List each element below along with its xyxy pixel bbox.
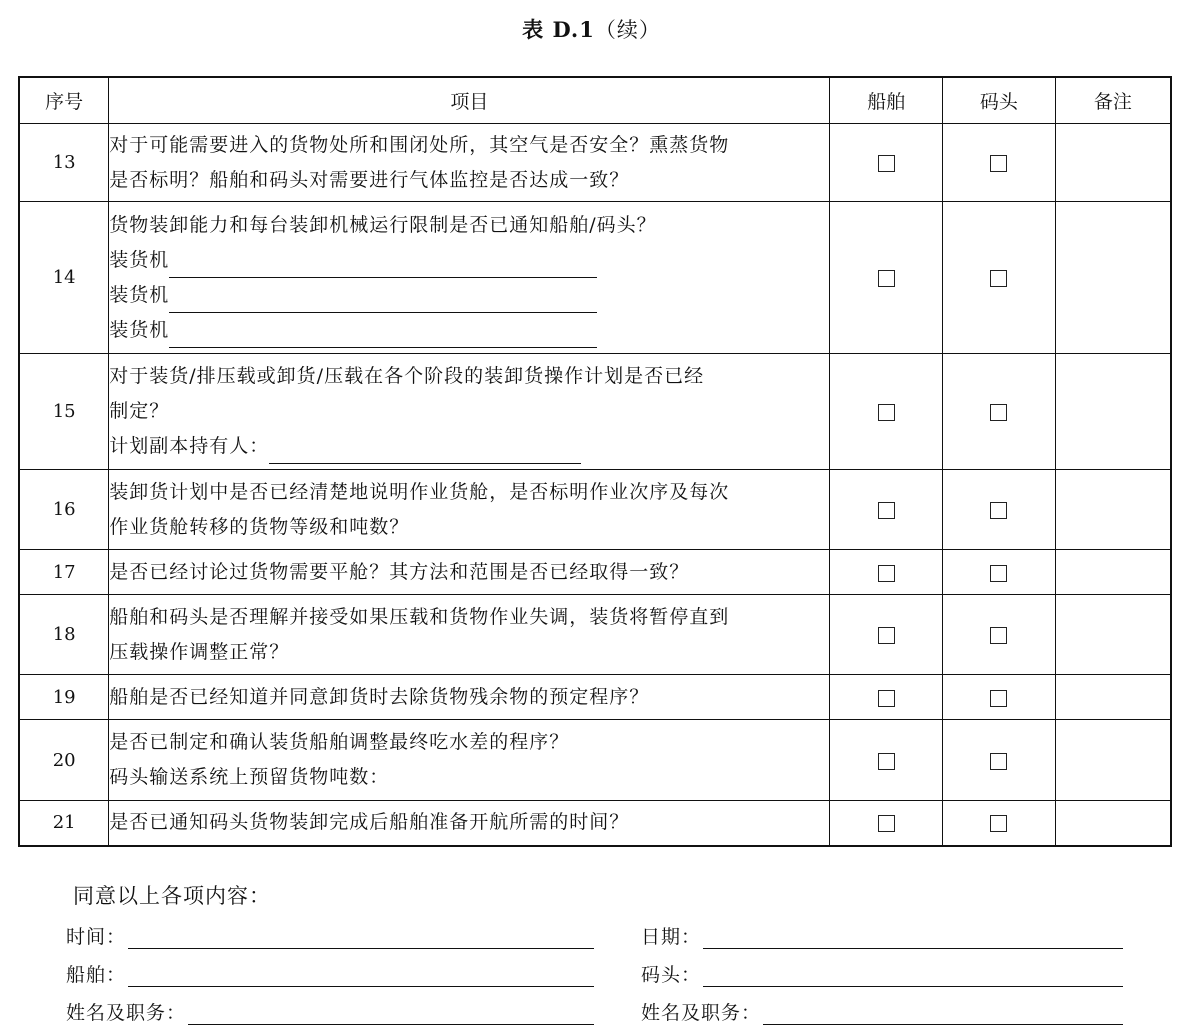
table-row [19,595,1171,675]
table-row [19,550,1171,595]
dock-checkbox[interactable] [990,502,1007,519]
item-text: 是否已经讨论过货物需要平舱？其方法和范围是否已经取得一致？ [109,560,690,583]
header-row [19,77,1171,124]
header-no: 序号 [19,77,109,124]
dock-checkbox[interactable] [990,270,1007,287]
row-number: 13 [19,124,109,202]
field-label: 装货机 [109,283,170,306]
ship-checkbox[interactable] [878,753,895,770]
table-title-main: 表 D.1 [522,17,595,42]
loader-input-line[interactable] [169,325,597,348]
note-cell[interactable] [1055,675,1171,720]
note-cell[interactable] [1055,470,1171,550]
ship-field [66,960,594,987]
ship-input-line[interactable] [128,966,594,987]
row-number: 14 [19,202,109,354]
date-input-line[interactable] [703,928,1123,949]
name-title-field-right [641,998,1123,1025]
row-number: 20 [19,720,109,801]
row-item [109,124,830,202]
item-text: 作业货舱转移的货物等级和吨数？ [109,515,410,538]
field-label: 装货机 [109,248,170,271]
item-text: 是否标明？船舶和码头对需要进行气体监控是否达成一致？ [109,168,630,191]
header-ship: 船舶 [830,77,943,124]
table-row [19,124,1171,202]
dock-checkbox[interactable] [990,690,1007,707]
item-text: 是否已制定和确认装货船舶调整最终吃水差的程序？ [109,731,570,753]
note-cell[interactable] [1055,720,1171,801]
row-item [109,202,830,354]
table-row [19,202,1171,354]
name-title-input-line[interactable] [188,1004,594,1025]
row-item [109,801,830,846]
row-number: 16 [19,470,109,550]
loader-input-line[interactable] [169,290,597,313]
item-text: 对于可能需要进入的货物处所和围闭处所，其空气是否安全？熏蒸货物 [109,133,730,156]
item-text: 对于装货/排压载或卸货/压载在各个阶段的装卸货操作计划是否已经 [109,365,705,387]
row-number: 19 [19,675,109,720]
row-number: 17 [19,550,109,595]
item-text: 船舶是否已经知道并同意卸货时去除货物残余物的预定程序？ [109,685,650,708]
time-input-line[interactable] [128,928,594,949]
note-cell[interactable] [1055,801,1171,846]
note-cell[interactable] [1055,550,1171,595]
table-row [19,720,1171,801]
ship-label: 船舶： [66,964,127,986]
date-field [641,922,1123,949]
ship-checkbox[interactable] [878,155,895,172]
name-title-label: 姓名及职务： [641,1002,762,1024]
fill-field [109,278,829,313]
header-dock: 码头 [943,77,1056,124]
item-text: 装卸货计划中是否已经清楚地说明作业货舱，是否标明作业次序及每次 [109,480,730,503]
dock-checkbox[interactable] [990,565,1007,582]
dock-checkbox[interactable] [990,155,1007,172]
ship-checkbox[interactable] [878,690,895,707]
row-item [109,720,830,801]
note-cell[interactable] [1055,354,1171,470]
fill-field [109,243,829,278]
header-item: 项目 [109,77,830,124]
dock-checkbox[interactable] [990,753,1007,770]
note-cell[interactable] [1055,124,1171,202]
fill-field [109,313,829,348]
ship-checkbox[interactable] [878,404,895,421]
dock-input-line[interactable] [703,966,1123,987]
ship-checkbox[interactable] [878,270,895,287]
row-number: 15 [19,354,109,470]
loader-input-line[interactable] [169,255,597,278]
row-item [109,550,830,595]
name-title-input-line[interactable] [763,1004,1123,1025]
row-item [109,595,830,675]
field-label: 装货机 [109,318,170,341]
table-title [0,14,1183,44]
item-text: 是否已通知码头货物装卸完成后船舶准备开航所需的时间？ [109,811,630,834]
agreement-heading: 同意以上各项内容： [73,884,271,908]
table-row [19,801,1171,846]
item-text: 码头输送系统上预留货物吨数： [109,766,390,788]
table-row [19,354,1171,470]
time-label: 时间： [66,926,127,948]
row-item [109,675,830,720]
name-title-label: 姓名及职务： [66,1002,187,1024]
table-row [19,470,1171,550]
row-number: 18 [19,595,109,675]
ship-checkbox[interactable] [878,815,895,832]
item-text: 压载操作调整正常？ [109,640,290,663]
field-label: 计划副本持有人： [109,435,270,457]
item-text: 船舶和码头是否理解并接受如果压载和货物作业失调，装货将暂停直到 [109,605,730,628]
item-text: 制定？ [109,400,170,422]
dock-field [641,960,1123,987]
dock-checkbox[interactable] [990,404,1007,421]
table-row [19,675,1171,720]
dock-checkbox[interactable] [990,815,1007,832]
date-label: 日期： [641,926,702,948]
ship-checkbox[interactable] [878,565,895,582]
row-item [109,470,830,550]
name-title-field-left [66,998,594,1025]
plan-holder-input-line[interactable] [269,441,581,464]
row-number: 21 [19,801,109,846]
ship-checkbox[interactable] [878,627,895,644]
table-title-suffix: （续） [594,18,661,42]
dock-label: 码头： [641,964,702,986]
checklist-table [18,76,1172,847]
note-cell[interactable] [1055,202,1171,354]
ship-checkbox[interactable] [878,502,895,519]
time-field [66,922,594,949]
header-note: 备注 [1055,77,1171,124]
item-text: 货物装卸能力和每台装卸机械运行限制是否已通知船舶/码头？ [109,213,657,236]
dock-checkbox[interactable] [990,627,1007,644]
note-cell[interactable] [1055,595,1171,675]
row-item [109,354,830,470]
fill-field [109,429,829,464]
